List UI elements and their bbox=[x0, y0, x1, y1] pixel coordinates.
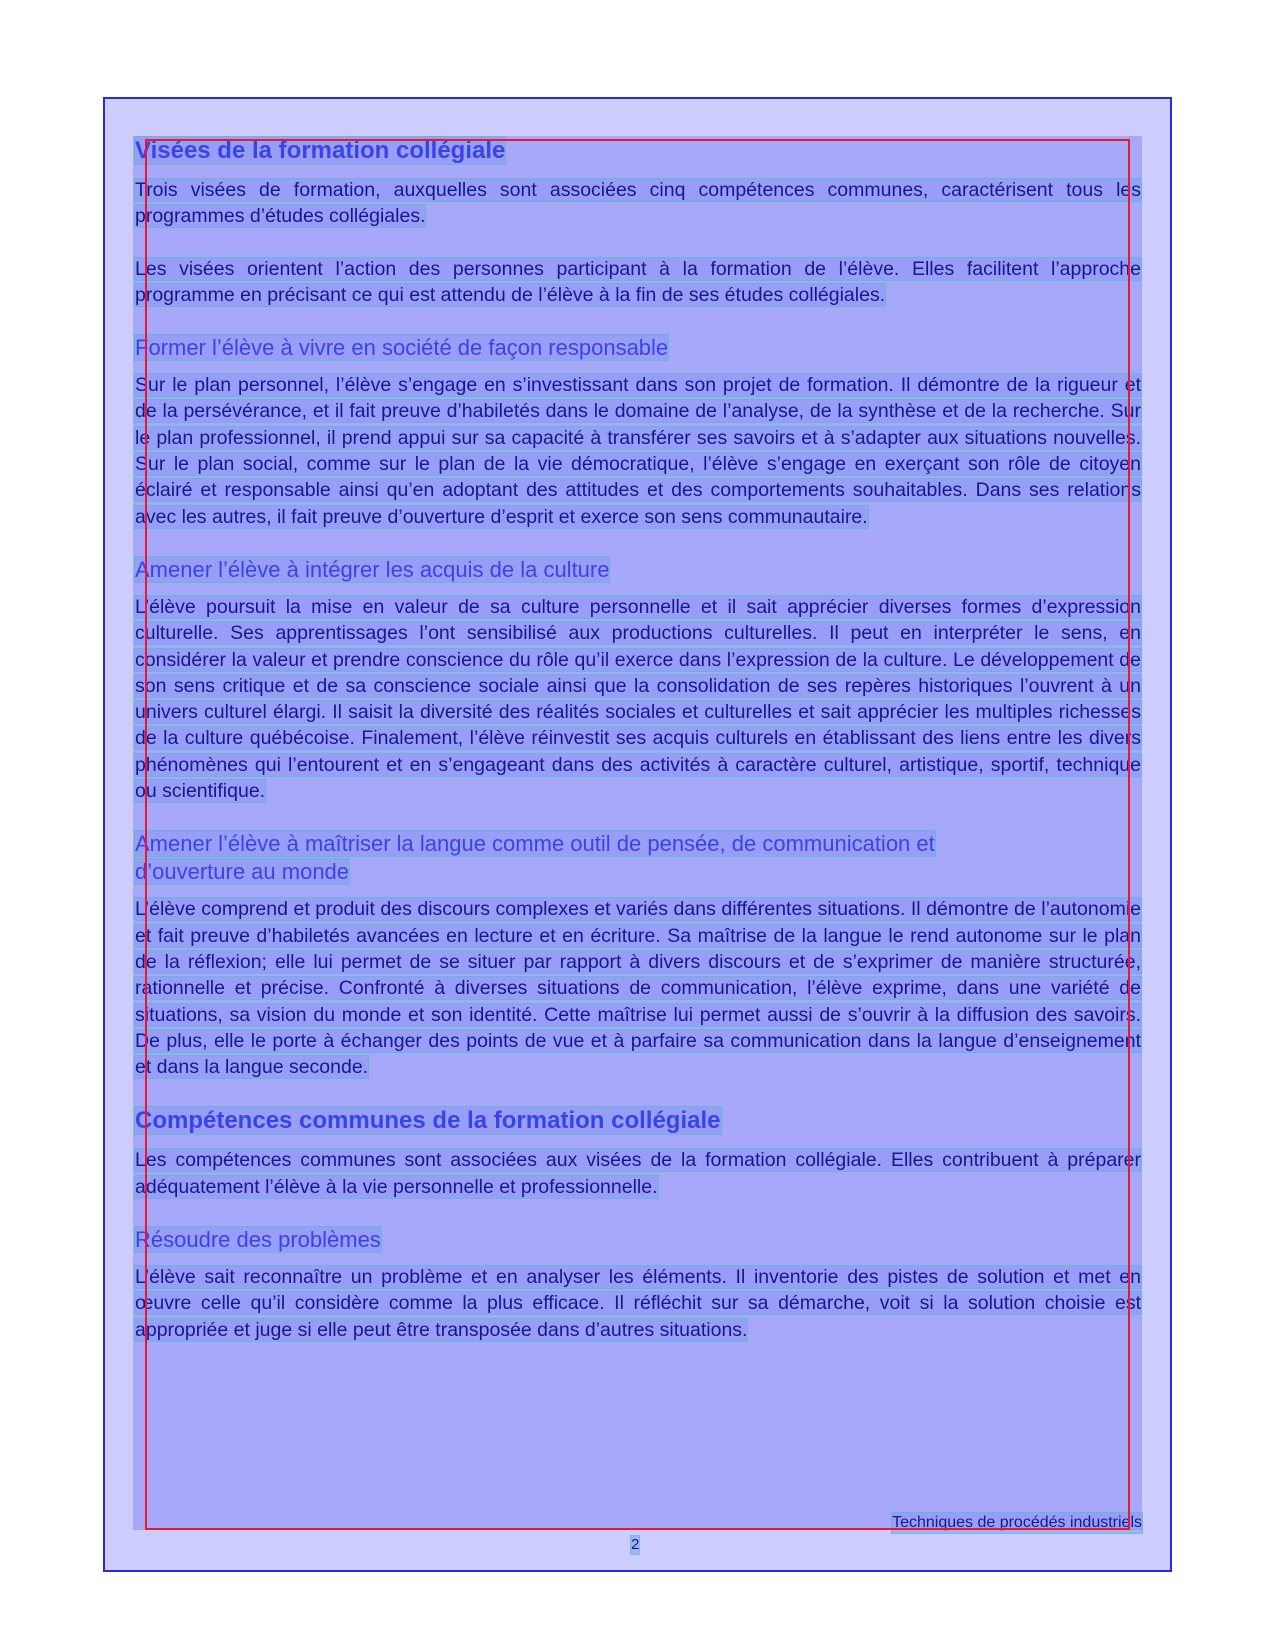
document-body bbox=[135, 136, 1141, 1343]
vise1-title: Former l’élève à vivre en société de façon responsable bbox=[135, 335, 669, 361]
footer-program-name: Techniques de procédés industriels bbox=[892, 1514, 1142, 1531]
visees-intro-paragraph-1: Trois visées de formation, auxquelles sont associées cinq compétences communes, caractérisent tous les programmes d’études collégiales. bbox=[135, 179, 1141, 228]
visees-intro-paragraph-2: Les visées orientent l’action des personnes participant à la formation de l’élève. Elles facilitent l’approche programme en précisant ce qui est attendu de l’élève à la fin de ses études collégiales. bbox=[135, 257, 1141, 306]
visees-title: Visées de la formation collégiale bbox=[135, 137, 506, 164]
competences-title: Compétences communes de la formation collégiale bbox=[135, 1107, 721, 1135]
vise3-paragraph: L’élève comprend et produit des discours complexes et variés dans différentes situations. Il démontre de l’autonomie et fait preuve d’habiletés avancées en lecture et en écriture. Sa maîtrise de la langue le rend autonome sur le plan de la réflexion; elle lui permet de se situer par rapport à divers discours et de s’exprimer de manière structurée, rationnelle et précise. Confronté à diverses situations de communication, l’élève exprime, dans une variété de situations, sa vision du monde et son identité. Cette maîtrise lui permet aussi de s’ouvrir à la diffusion des savoirs. De plus, elle le porte à échanger des points de vue et à parfaire sa communication dans la langue d’enseignement et dans la langue seconde. bbox=[135, 898, 1141, 1079]
comp1-paragraph: L’élève sait reconnaître un problème et en analyser les éléments. Il inventorie des pistes de solution et met en œuvre celle qu’il considère comme la plus efficace. Il réfléchit sur sa démarche, voit si la solution choisie est appropriée et juge si elle peut être transposée dans d’autres situations. bbox=[135, 1266, 1141, 1341]
vise1-paragraph: Sur le plan personnel, l’élève s’engage en s’investissant dans son projet de formation. Il démontre de la rigueur et de la persévérance, et il fait preuve d’habiletés dans le domaine de l’analyse, de la synthèse et de la recherche. Sur le plan professionnel, il prend appui sur sa capacité à transférer ses savoirs et à s’adapter aux situations nouvelles. Sur le plan social, comme sur le plan de la vie démocratique, l’élève s’engage en exerçant son rôle de citoyen éclairé et responsable ainsi qu’en adoptant des attitudes et des comportements souhaitables. Dans ses relations avec les autres, il fait preuve d’ouverture d’esprit et exerce son sens communautaire. bbox=[135, 374, 1141, 528]
vise3-title: Amener l’élève à maîtriser la langue comme outil de pensée, de communication et d’ouverture au monde bbox=[135, 831, 935, 885]
competences-intro-paragraph: Les compétences communes sont associées aux visées de la formation collégiale. Elles contribuent à préparer adéquatement l’élève à la vie personnelle et professionnelle. bbox=[135, 1149, 1141, 1198]
vise2-title: Amener l’élève à intégrer les acquis de la culture bbox=[135, 556, 610, 582]
page-number: 2 bbox=[631, 1536, 640, 1553]
comp1-title: Résoudre des problèmes bbox=[135, 1227, 381, 1253]
vise2-paragraph: L’élève poursuit la mise en valeur de sa culture personnelle et il sait apprécier diverses formes d’expression culturelle. Ses apprentissages l’ont sensibilisé aux productions culturelles. Il peut en interpréter le sens, en considérer la valeur et prendre conscience du rôle qu’il exerce dans l’expression de la culture. Le développement de son sens critique et de sa conscience sociale ainsi que la consolidation de ses repères historiques l’ouvrent à un univers culturel élargi. Il saisit la diversité des réalités sociales et culturelles et sait apprécier les multiples richesses de la culture québécoise. Finalement, l’élève réinvestit ses acquis culturels en établissant des liens entre les divers phénomènes qui l’entourent et en s’engageant dans des activités à caractère culturel, artistique, sportif, technique ou scientifique. bbox=[135, 595, 1141, 803]
